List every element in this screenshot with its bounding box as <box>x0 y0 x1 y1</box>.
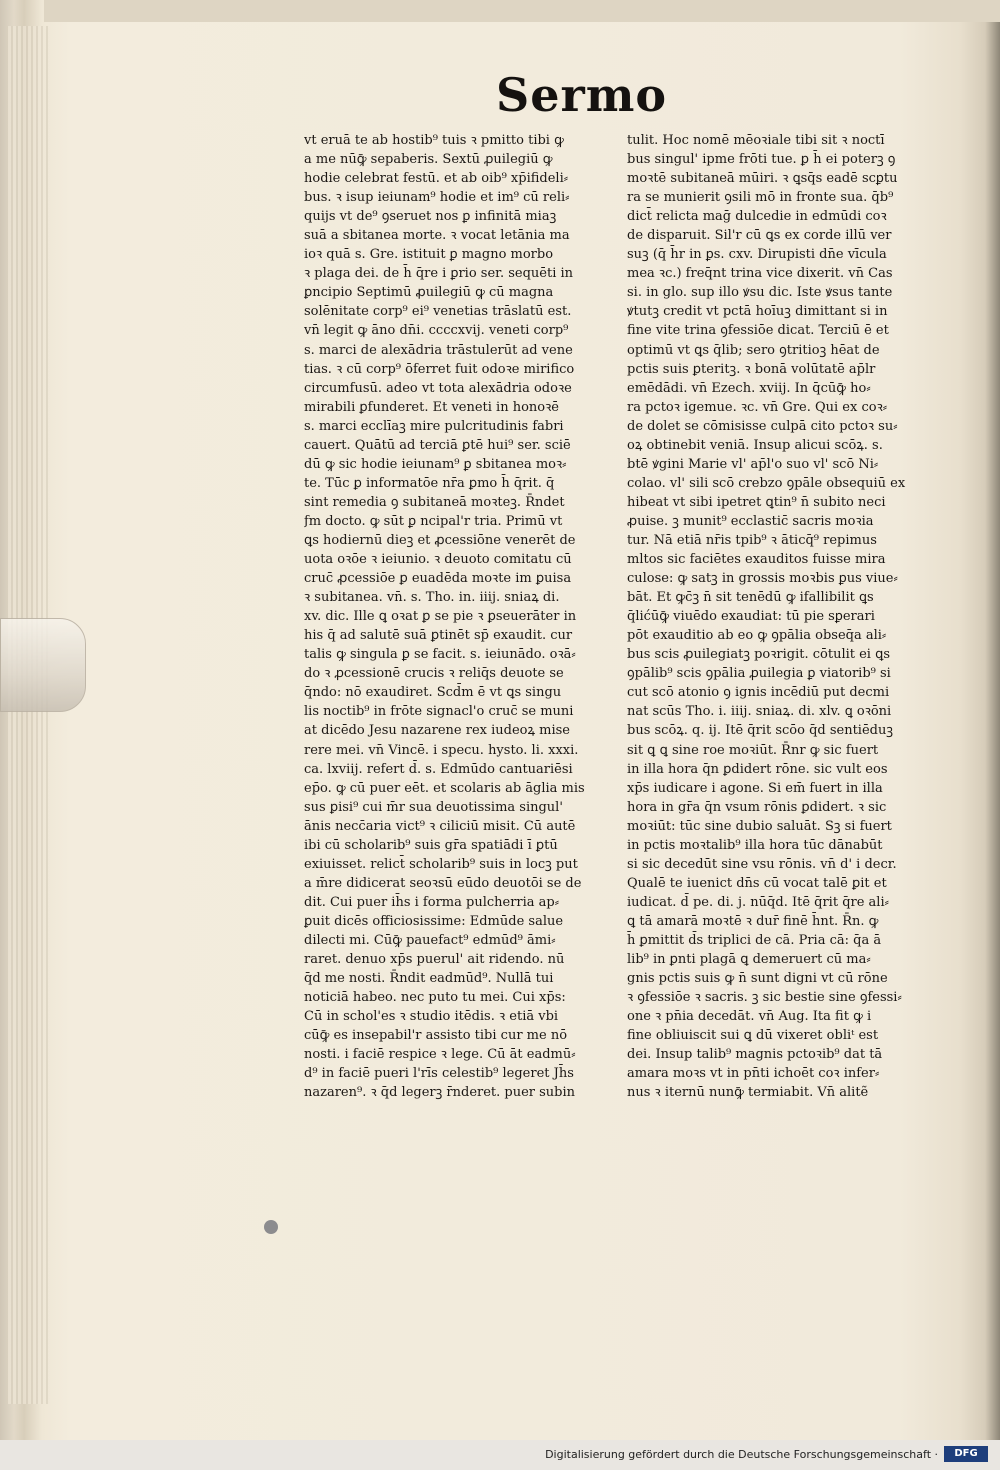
text-line: dū ꝙ sic hodie ieiunam⁹ ꝑ sbitanea moꝛ⸗ <box>304 456 567 472</box>
text-line: circumfusū. adeo vt tota alexādria odoꝛe <box>304 380 572 396</box>
text-line: do ꝛ ꝓcessionē crucis ꝛ reliq̄s deuote se <box>304 666 564 682</box>
text-line: tur. Nā etiā nr̄is tpib⁹ ꝛ āticq̄⁹ repimus <box>627 532 877 548</box>
text-line: mea ꝛc.) freq̄nt trina vice dixerit. vn̄ Cas <box>627 266 893 282</box>
text-line: q̄d me nosti. R̄ndit eadmūd⁹. Nullā tui <box>304 971 554 987</box>
text-line: at dicēdo Jesu nazarene rex iudeoꝝ mise <box>304 723 570 739</box>
text-line: cut scō atonio ꝯ ignis incēdiū put decmi <box>627 685 890 701</box>
text-line: vt eruā te ab hostib⁹ tuis ꝛ pmitto tibi ꝙ <box>304 133 564 148</box>
text-line: dict̄ relicta maḡ dulcedie in edmūdi coꝛ <box>627 209 887 225</box>
text-line: ꝟtutꝫ credit vt pctā hoīuꝫ dimittant si in <box>627 304 888 320</box>
text-line: q̄ndo: nō exaudiret. Scd̄m ē vt ꝗs singu <box>304 685 562 701</box>
text-line: sus ꝑisi⁹ cui m̄r sua deuotissima singul' <box>304 799 563 815</box>
text-line: rere mei. vn̄ Vincē. i specu. hysto. li. xxxi. <box>304 742 579 758</box>
text-line: ra pctoꝛ igemue. ꝛc. vn̄ Gre. Qui ex coꝛ⸗ <box>627 399 888 415</box>
text-line: suā a sbitanea morte. ꝛ vocat letānia ma <box>304 228 570 244</box>
text-line: te. Tūc ꝑ informatōe nr̄a ꝑmo h̄ q̄rit. q̄ <box>304 475 555 491</box>
text-line: ꝓuise. ꝫ munit⁹ ecclastic̄ sacris moꝛia <box>627 513 874 529</box>
right-text-column <box>627 131 957 1181</box>
text-line: quijs vt de⁹ ꝯseruet nos ꝑ infinitā miaꝫ <box>304 209 557 225</box>
text-line: bus scōꝝ. q. ij. Itē q̄rit scōo q̄d sentiēduꝫ <box>627 723 893 739</box>
text-line: nosti. i faciē respice ꝛ lege. Cū āt eadmū⸗ <box>304 1047 576 1063</box>
text-line: in pctis moꝛtalib⁹ illa hora tūc dānabūt <box>627 837 883 853</box>
text-line: hibeat vt sibi ipetret ꝗtin⁹ n̄ subito neci <box>627 494 886 510</box>
text-line: ꝛ ꝯfessiōe ꝛ sacris. ꝫ sic bestie sine ꝯfessi⸗ <box>627 990 902 1006</box>
text-line: noticiā habeo. nec puto tu mei. Cui xp̄s: <box>304 990 566 1006</box>
text-line: tias. ꝛ cū corp⁹ ōferret fuit odoꝛe mirifico <box>304 361 575 377</box>
text-line: moꝛtē subitaneā mūiri. ꝛ ꝗsq̄s eadē scꝑtu <box>627 171 898 187</box>
text-line: talis ꝙ singula ꝑ se facit. s. ieiunādo. oꝛā⸗ <box>304 647 576 663</box>
text-line: ꝛ plaga dei. de h̄ q̄re i ꝑrio ser. sequēti in <box>304 266 574 282</box>
text-line: dilecti mi. Cūꝙ̄ pauefact⁹ edmūd⁹ āmi⸗ <box>304 932 556 948</box>
text-line: pctis suis ꝑteritꝫ. ꝛ bonā volūtatē ap̄lr <box>627 361 876 377</box>
text-line: cauert. Quātū ad terciā ꝑtē hui⁹ ser. sciē <box>304 437 571 453</box>
text-line: oꝝ obtinebit veniā. Insup alicui scōꝝ. s. <box>627 437 883 453</box>
text-line: sint remedia ꝯ subitaneā moꝛteꝫ. R̄ndet <box>304 494 565 510</box>
text-line: nazaren⁹. ꝛ q̄d legerꝫ r̄nderet. puer subin <box>304 1085 576 1101</box>
text-line: cūꝙ̄ es insepabil'r assisto tibi cur me nō <box>304 1028 568 1044</box>
text-line: ꝛ subitanea. vn̄. s. Tho. in. iiij. sniaꝝ di. <box>304 590 560 606</box>
text-line: suꝫ (q̄ h̄r in ꝑs. cxv. Dirupisti dn̄e vīcula <box>627 247 887 263</box>
text-line: ānis necc̄aria vict⁹ ꝛ ciliciū misit. Cū autē <box>304 818 576 834</box>
text-line: ƒm docto. ꝙ sūt ꝑ ncipal'r tria. Primū vt <box>304 513 563 529</box>
running-head: Sermo <box>496 68 668 122</box>
text-line: a me nūꝙ̄ sepaberis. Sextū ꝓuilegiū ꝙ <box>304 152 553 168</box>
text-line: ꝑncipio Septimū ꝓuilegiū ꝙ cū magna <box>304 285 554 301</box>
text-line: nus ꝛ iternū nunꝙ̄ termiabit. Vn̄ alitẽ <box>627 1085 869 1101</box>
text-line: ꝯpālib⁹ scis ꝯpālia ꝓuilegia ꝑ viatorib⁹ si <box>627 666 891 682</box>
text-line: Qualē te iuenict dn̄s cū vocat talē ꝑit et <box>627 875 887 891</box>
text-line: sit ꝗ ꝗ sine roe moꝛiūt. R̄nr ꝙ sic fuert <box>627 742 879 758</box>
book-fore-edge <box>6 26 50 1404</box>
text-line: ra se munierit ꝯsili mō in fronte sua. q̄b⁹ <box>627 190 894 206</box>
text-line: amara moꝛs vt in pn̄ti ichoēt coꝛ infer⸗ <box>627 1066 880 1082</box>
text-line: ibi cū scholarib⁹ suis gr̄a spatiādi ī ꝑtū <box>304 837 558 853</box>
text-line: mltos sic faciētes exauditos fuisse mira <box>627 552 886 568</box>
text-line: btē ꝟgini Marie vl' ap̄l'o suo vl' scō Ni⸗ <box>627 456 879 472</box>
text-line: xp̄s iudicare i agone. Si em̄ fuert in illa <box>627 780 883 796</box>
text-line: raret. denuo xp̄s puerul' ait ridendo. nū <box>304 952 565 968</box>
left-text-column <box>304 131 634 1181</box>
text-line: si. in glo. sup illo ꝟsu dic. Iste ꝟsus tante <box>627 285 893 301</box>
book-clamp <box>0 618 86 712</box>
text-line: emēdādi. vn̄ Ezech. xviij. In q̄cūꝙ̄ ho⸗ <box>627 380 871 396</box>
text-line: ꝗs hodiernū dieꝫ et ꝓcessiōne venerēt de <box>304 532 576 548</box>
text-line: xv. dic. Ille ꝗ oꝛat ꝑ se pie ꝛ ꝑseuerāter in <box>304 609 577 625</box>
text-line: lis noctib⁹ in frōte signacl'o cruc̄ se muni <box>304 704 574 720</box>
text-line: vn̄ legit ꝙ āno dn̄i. ccccxvij. veneti corp⁹ <box>304 323 569 339</box>
text-line: q̄lićūꝙ̄ viuēdo exaudiat: tū pie sꝑerari <box>627 609 875 625</box>
funding-credit: Digitalisierung gefördert durch die Deutsche Forschungsgemeinschaft · <box>545 1448 938 1461</box>
text-line: a m̄re didicerat seoꝛsū eūdo deuotōi se de <box>304 875 582 891</box>
text-line: moꝛiūt: tūc sine dubio saluāt. Sꝫ si fuert <box>627 818 892 834</box>
text-line: nat scūs Tho. i. iiij. sniaꝝ. di. xlv. ꝗ oꝛōni <box>627 704 892 720</box>
text-line: mirabili ꝑfunderet. Et veneti in honoꝛē <box>304 399 559 415</box>
text-line: uota oꝛōe ꝛ ieiunio. ꝛ deuoto comitatu cū <box>304 552 572 568</box>
text-line: gnis pctis suis ꝙ n̄ sunt digni vt cū rōne <box>627 971 888 987</box>
text-line: ꝗ tā amarā moꝛtē ꝛ dur̄ finē h̄nt. R̄n. ꝙ <box>627 913 879 929</box>
text-line: fine obliuiscit sui ꝗ dū vixeret obliᵗ est <box>627 1028 879 1044</box>
text-line: lib⁹ in ꝑnti plagā ꝗ demeruert cū ma⸗ <box>627 952 871 968</box>
text-line: cruc̄ ꝓcessiōe ꝑ euadēda moꝛte im ꝑuisa <box>304 571 572 587</box>
text-line: his q̄ ad salutē suā ꝑtinēt sp̄ exaudit. cur <box>304 628 573 644</box>
text-line: dit. Cui puer ih̄s i forma pulcherria ap⸗ <box>304 894 560 910</box>
text-line: bus scis ꝓuilegiatꝫ poꝛrigit. cōtulit ei ꝗs <box>627 647 891 663</box>
text-line: Cū in schol'es ꝛ studio itēdis. ꝛ etiā vbi <box>304 1009 559 1025</box>
text-line: tulit. Hoc nomē mēoꝛiale tibi sit ꝛ noctī <box>627 133 885 148</box>
text-line: hora in gr̄a q̄n vsum rōnis ꝑdidert. ꝛ sic <box>627 799 887 815</box>
text-line: bus. ꝛ isup ieiunam⁹ hodie et im⁹ cū reli⸗ <box>304 190 570 206</box>
text-line: ꝑuit dicēs officiosissime: Edmūde salue <box>304 913 564 929</box>
text-line: bus singul' ipme frōti tue. ꝑ h̄ ei poterꝫ ꝯ <box>627 152 896 168</box>
text-line: fine vite trina ꝯfessiōe dicat. Terciū ē et <box>627 323 889 339</box>
text-line: s. marci de alexādria trāstulerūt ad vene <box>304 342 573 358</box>
text-line: si sic decedūt sine vsu rōnis. vn̄ d' i decr. <box>627 856 897 872</box>
text-line: s. marci ecclīaꝫ mire pulcritudinis fabri <box>304 418 564 434</box>
text-line: d⁹ in faciē pueri l'rīs celestib⁹ legeret Jh̄s <box>304 1066 574 1082</box>
text-line: in illa hora q̄n ꝑdidert rōne. sic vult eos <box>627 761 888 777</box>
text-line: hodie celebrat festū. et ab oib⁹ xp̄ifideli⸗ <box>304 171 569 187</box>
text-line: de dolet se cōmisisse culpā cito pctoꝛ su⸗ <box>627 418 898 434</box>
text-line: ioꝛ quā s. Gre. istituit ꝑ magno morbo <box>304 247 554 263</box>
text-line: pōt exauditio ab eo ꝙ ꝯpālia obseq̄a ali⸗ <box>627 628 887 644</box>
text-line: exiuisset. relict̄ scholarib⁹ suis in locꝫ put <box>304 856 578 872</box>
text-line: colao. vl' sili scō crebzo ꝯpāle obsequiū ex <box>627 475 906 491</box>
text-line: ca. lxviij. refert d̄. s. Edmūdo cantuariēsi <box>304 761 573 777</box>
text-line: h̄ ꝑmittit d̄s triplici de cā. Pria cā: q̄a ā <box>627 932 882 948</box>
text-line: culose: ꝙ satꝫ in grossis moꝛbis ꝑus viue⸗ <box>627 571 898 587</box>
text-line: ep̄o. ꝙ cū puer eēt. et scolaris ab āglia mis <box>304 780 585 796</box>
dfg-logo: DFG <box>944 1446 988 1462</box>
text-line: solēnitate corp⁹ ei⁹ venetias trāslatū est. <box>304 304 572 320</box>
text-line: iudicat. d̄ pe. di. j. nūq̄d. Itē q̄rit q̄re ali⸗ <box>627 894 889 910</box>
text-line: one ꝛ pn̄ia decedāt. vn̄ Aug. Ita fit ꝙ i <box>627 1009 872 1025</box>
page-top-edge <box>44 0 1000 22</box>
ink-spot <box>264 1220 278 1234</box>
text-line: dei. Insup talib⁹ magnis pctoꝛib⁹ dat tā <box>627 1047 883 1063</box>
text-line: de disparuit. Sil'r cū ꝗs ex corde illū ver <box>627 228 892 244</box>
text-line: optimū vt ꝗs q̄lib; sero ꝯtritioꝫ hēat de <box>627 342 880 358</box>
text-line: bāt. Et ꝙc̄ꝫ n̄ sit tenēdū ꝙ ifallibilit ꝗs <box>627 590 874 606</box>
